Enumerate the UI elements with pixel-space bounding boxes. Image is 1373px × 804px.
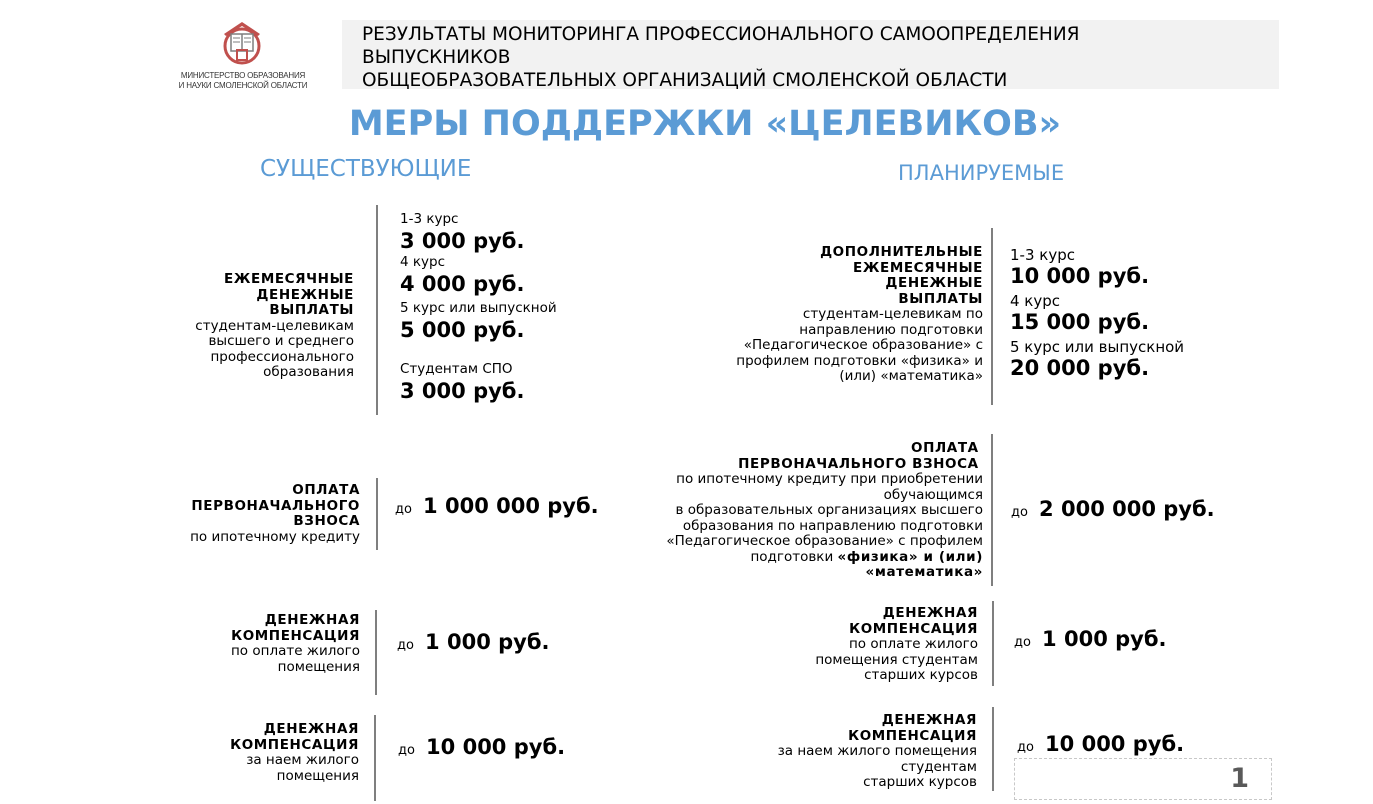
existing-course-3-label: 5 курс или выпускной — [400, 300, 557, 316]
existing-monthly-desc-4: образования — [263, 364, 354, 380]
existing-down-amount: 1 000 000 руб. — [423, 494, 599, 518]
planned-monthly-title-3: ДЕНЕЖНЫЕ — [885, 275, 983, 291]
planned-comp2-desc-2: студентам — [900, 758, 977, 775]
existing-comp2-title-2: КОМПЕНСАЦИЯ — [230, 736, 359, 753]
existing-comp2-prefix: до — [398, 743, 415, 758]
existing-comp2-value — [398, 735, 565, 759]
planned-monthly-divider — [991, 228, 993, 405]
header-line-3: ОБЩЕОБРАЗОВАТЕЛЬНЫХ ОРГАНИЗАЦИЙ СМОЛЕНСКОЙ ОБЛАСТИ — [362, 70, 1008, 91]
planned-down-desc-4: образования по направлению подготовки — [682, 517, 983, 534]
planned-down-divider — [991, 434, 993, 586]
planned-monthly-desc-1: студентам-целевикам по — [802, 306, 983, 322]
existing-monthly-desc-3: профессионального — [210, 348, 354, 365]
planned-monthly-title-4: ВЫПЛАТЫ — [898, 290, 983, 307]
existing-comp2-amount: 10 000 руб. — [426, 735, 566, 759]
existing-comp2-title-1: ДЕНЕЖНАЯ — [263, 721, 359, 737]
planned-down-amount: 2 000 000 руб. — [1039, 497, 1215, 521]
existing-monthly-label — [195, 272, 354, 381]
planned-down-title-1: ОПЛАТА — [911, 440, 979, 456]
existing-course-3-amount: 5 000 руб. — [400, 318, 525, 342]
existing-comp1-title-2: КОМПЕНСАЦИЯ — [231, 627, 360, 644]
planned-course-2-amount: 15 000 руб. — [1010, 310, 1150, 334]
planned-course-2-label: 4 курс — [1010, 292, 1061, 310]
existing-comp1-title-1: ДЕНЕЖНАЯ — [264, 612, 360, 628]
planned-down-label — [666, 441, 983, 581]
planned-comp2-amount: 10 000 руб. — [1045, 732, 1185, 756]
existing-comp2-desc-1: за наем жилого — [246, 752, 359, 768]
planned-comp2-prefix: до — [1017, 740, 1034, 755]
existing-comp1-label — [231, 613, 360, 675]
existing-comp1-desc-1: по оплате жилого — [230, 643, 360, 659]
page-number: 1 — [1230, 763, 1249, 794]
planned-down-value — [1011, 497, 1215, 521]
existing-course-2-label: 4 курс — [400, 254, 446, 270]
planned-down-desc-5: «Педагогическое образование» с профилем — [666, 533, 983, 549]
planned-monthly-title-2: ЕЖЕМЕСЯЧНЫЕ — [853, 259, 983, 276]
planned-course-3-label: 5 курс или выпускной — [1010, 338, 1185, 356]
planned-heading: ПЛАНИРУЕМЫЕ — [898, 161, 1065, 185]
existing-heading: СУЩЕСТВУЮЩИЕ — [260, 156, 472, 182]
existing-monthly-title-1: ЕЖЕМЕСЯЧНЫЕ — [224, 271, 354, 287]
existing-down-title-1: ОПЛАТА — [292, 482, 360, 498]
planned-monthly-desc-2: направлению подготовки — [799, 321, 983, 338]
header-line-1: РЕЗУЛЬТАТЫ МОНИТОРИНГА ПРОФЕССИОНАЛЬНОГО САМООПРЕДЕЛЕНИЯ — [362, 24, 1080, 45]
planned-course-1-label: 1-3 курс — [1010, 246, 1075, 264]
existing-down-desc-1: по ипотечному кредиту — [190, 528, 360, 545]
existing-comp1-amount: 1 000 руб. — [425, 630, 550, 654]
existing-spo-label: Студентам СПО — [400, 361, 513, 377]
planned-comp1-prefix: до — [1014, 635, 1031, 650]
planned-down-title-2: ПЕРВОНАЧАЛЬНОГО ВЗНОСА — [738, 455, 979, 472]
existing-down-title-3: ВЗНОСА — [293, 513, 360, 529]
planned-course-1-amount: 10 000 руб. — [1010, 264, 1150, 288]
logo-line-1: МИНИСТЕРСТВО ОБРАЗОВАНИЯ — [180, 71, 306, 80]
planned-comp2-desc-1: за наем жилого помещения — [777, 743, 977, 759]
planned-comp2-label — [778, 713, 977, 791]
page-title: МЕРЫ ПОДДЕРЖКИ «ЦЕЛЕВИКОВ» — [348, 104, 1062, 144]
existing-monthly-title-3: ВЫПЛАТЫ — [269, 302, 354, 318]
planned-comp1-label — [815, 606, 978, 684]
existing-course-1-amount: 3 000 руб. — [400, 229, 525, 253]
existing-monthly-desc-2: высшего и среднего — [208, 333, 354, 349]
page-number-box — [1014, 758, 1272, 800]
existing-monthly-title-2: ДЕНЕЖНЫЕ — [256, 286, 354, 303]
existing-down-title-2: ПЕРВОНАЧАЛЬНОГО — [191, 497, 360, 514]
planned-comp1-value — [1014, 627, 1166, 651]
header-line-2: ВЫПУСКНИКОВ — [362, 47, 511, 68]
planned-comp2-value — [1017, 732, 1184, 756]
planned-course-3-amount: 20 000 руб. — [1010, 356, 1150, 380]
existing-comp1-value — [397, 630, 549, 654]
planned-comp1-desc-3: старших курсов — [864, 667, 978, 683]
ministry-emblem-icon — [168, 18, 318, 70]
planned-down-prefix: до — [1011, 505, 1028, 520]
existing-comp1-desc-2: помещения — [277, 658, 360, 675]
planned-monthly-desc-5: (или) «математика» — [839, 368, 983, 384]
existing-course-2-amount: 4 000 руб. — [400, 272, 525, 296]
planned-comp1-title-1: ДЕНЕЖНАЯ — [882, 605, 978, 621]
planned-monthly-desc-3: «Педагогическое образование» с — [743, 337, 983, 353]
planned-down-desc-6a: подготовки — [750, 548, 838, 565]
planned-comp2-divider — [992, 707, 994, 791]
existing-comp2-label — [230, 722, 359, 784]
planned-comp1-amount: 1 000 руб. — [1042, 627, 1167, 651]
planned-comp1-title-2: КОМПЕНСАЦИЯ — [849, 620, 978, 637]
planned-comp1-desc-1: по оплате жилого — [848, 636, 978, 652]
ministry-logo — [168, 18, 318, 93]
header-banner — [342, 20, 1279, 89]
planned-down-desc-3: в образовательных организациях высшего — [675, 502, 983, 518]
existing-comp1-prefix: до — [397, 638, 414, 653]
existing-comp2-desc-2: помещения — [276, 767, 359, 784]
existing-down-prefix: до — [395, 502, 412, 517]
existing-comp1-divider — [375, 610, 377, 695]
existing-down-value — [395, 494, 599, 518]
planned-monthly-title-1: ДОПОЛНИТЕЛЬНЫЕ — [820, 244, 983, 260]
existing-down-divider — [376, 478, 378, 550]
planned-monthly-label — [736, 245, 983, 385]
planned-monthly-desc-4: профилем подготовки «физика» и — [736, 352, 983, 369]
logo-line-2: И НАУКИ СМОЛЕНСКОЙ ОБЛАСТИ — [178, 81, 308, 90]
planned-comp2-title-2: КОМПЕНСАЦИЯ — [848, 727, 977, 744]
planned-down-desc-1: по ипотечному кредиту при приобретении — [676, 471, 983, 487]
existing-spo-amount: 3 000 руб. — [400, 379, 525, 403]
existing-course-1-label: 1-3 курс — [400, 211, 459, 227]
existing-comp2-divider — [374, 715, 376, 801]
planned-comp1-divider — [992, 601, 994, 686]
planned-down-desc-2: обучающимся — [883, 486, 983, 503]
planned-down-desc-6b: «физика» и (или) — [837, 548, 983, 565]
planned-comp2-desc-3: старших курсов — [863, 774, 977, 790]
existing-monthly-divider — [376, 205, 378, 415]
existing-down-label — [190, 483, 360, 545]
planned-comp2-title-1: ДЕНЕЖНАЯ — [881, 712, 977, 728]
planned-down-desc-7: «математика» — [865, 564, 983, 580]
existing-monthly-desc-1: студентам-целевикам — [195, 317, 354, 334]
planned-comp1-desc-2: помещения студентам — [815, 651, 978, 668]
